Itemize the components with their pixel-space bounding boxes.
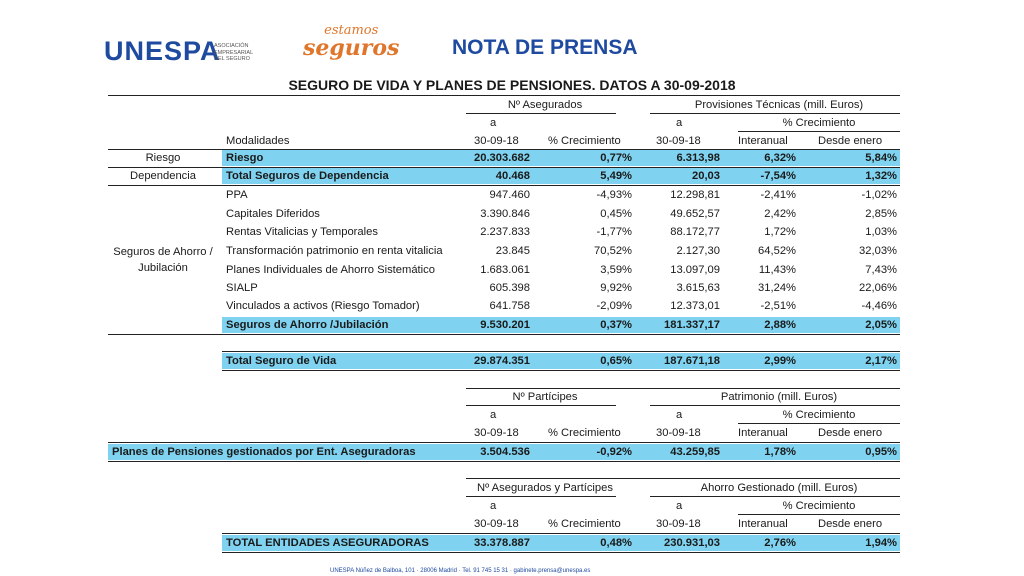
cell-desde-enero: 1,32% (865, 170, 897, 182)
cell-count: 3.504.536 (480, 446, 530, 458)
cell-interanual: 64,52% (758, 245, 796, 257)
row-label: Capitales Diferidos (226, 208, 320, 220)
cell-count: 9.530.201 (480, 319, 530, 331)
header-crecimiento: % Crecimiento (548, 427, 621, 439)
table-rule (108, 442, 900, 443)
table-rule (466, 496, 616, 497)
header-interanual: Interanual (738, 518, 788, 530)
table-rule (108, 185, 900, 186)
row-label: Transformación patrimonio en renta vitalicia (226, 245, 443, 257)
table-rule (108, 334, 900, 335)
cell-desde-enero: 32,03% (859, 245, 897, 257)
estamos-seguros-logo (303, 24, 399, 59)
cell-growth: -0,92% (596, 446, 632, 458)
header-asegurados-participes: Nº Asegurados y Partícipes (477, 482, 613, 494)
table-rule (108, 461, 900, 462)
header-crecimiento: % Crecimiento (782, 117, 856, 129)
row-label: Riesgo (226, 152, 264, 164)
cell-amount: 88.172,77 (670, 226, 720, 238)
cell-amount: 13.097,09 (670, 264, 720, 276)
cell-count: 2.237.833 (480, 226, 530, 238)
cell-amount: 20,03 (692, 170, 720, 182)
footer-contact: UNESPA Núñez de Balboa, 101 · 28006 Madrid · Tel. 91 745 15 31 · gabinete.prensa@unespa.es (330, 568, 591, 574)
header-crecimiento: % Crecimiento (548, 518, 621, 530)
row-label: SIALP (226, 282, 258, 294)
cell-growth: -2,09% (596, 300, 632, 312)
table-rule (466, 113, 616, 114)
header-crecimiento: % Crecimiento (548, 135, 621, 147)
table-rule (650, 113, 900, 114)
cell-count: 33.378.887 (474, 537, 530, 549)
cell-desde-enero: -4,46% (861, 300, 897, 312)
header-desde-enero: Desde enero (818, 427, 883, 439)
row-label: TOTAL ENTIDADES ASEGURADORAS (226, 537, 429, 549)
cell-desde-enero: 2,17% (865, 355, 897, 367)
category-dependencia: Dependencia (130, 170, 196, 182)
row-label: Seguros de Ahorro /Jubilación (226, 319, 389, 331)
press-release-heading: NOTA DE PRENSA (452, 36, 638, 59)
cell-growth: 0,77% (600, 152, 632, 164)
cell-interanual: 11,43% (758, 264, 796, 276)
header-provisiones: Provisiones Técnicas (mill. Euros) (694, 99, 864, 111)
header-patrimonio: Patrimonio (mill. Euros) (720, 391, 838, 403)
category-ahorro: Seguros de Ahorro / (113, 246, 213, 258)
header-participes: Nº Partícipes (512, 391, 578, 403)
table-rule (738, 423, 900, 424)
cell-growth: 0,48% (600, 537, 632, 549)
cell-interanual: 6,32% (764, 152, 796, 164)
cell-amount: 230.931,03 (664, 537, 720, 549)
unespa-logo: UNESPA (104, 36, 221, 66)
cell-interanual: -2,51% (760, 300, 796, 312)
header-date: 30-09-18 (474, 518, 519, 530)
cell-interanual: 2,99% (764, 355, 796, 367)
table-rule (650, 496, 900, 497)
header-a: a (676, 500, 683, 512)
cell-count: 23.845 (495, 245, 530, 257)
cell-desde-enero: 5,84% (865, 152, 897, 164)
cell-interanual: 1,72% (764, 226, 796, 238)
cell-desde-enero: 0,95% (865, 446, 897, 458)
header-modalidades: Modalidades (226, 135, 290, 147)
header-a: a (490, 500, 497, 512)
unespa-logo-subtitle: ASOCIACIÓN EMPRESARIAL DEL SEGURO (214, 43, 253, 62)
header-date: 30-09-18 (656, 427, 701, 439)
cell-desde-enero: 1,03% (865, 226, 897, 238)
table-rule (466, 478, 900, 479)
cell-amount: 187.671,18 (664, 355, 720, 367)
table-rule (222, 370, 900, 371)
header-interanual: Interanual (738, 135, 788, 147)
cell-interanual: 31,24% (758, 282, 796, 294)
table-rule (222, 351, 900, 352)
header-a: a (676, 117, 683, 129)
header-asegurados: Nº Asegurados (507, 99, 583, 111)
category-riesgo: Riesgo (145, 152, 181, 164)
cell-interanual: 2,76% (764, 537, 796, 549)
header-ahorro-gestionado: Ahorro Gestionado (mill. Euros) (700, 482, 858, 494)
cell-growth: 5,49% (600, 170, 632, 182)
table-rule (222, 552, 900, 553)
header-date: 30-09-18 (656, 135, 701, 147)
cell-count: 1.683.061 (480, 264, 530, 276)
cell-count: 3.390.846 (480, 208, 530, 220)
cell-desde-enero: 7,43% (865, 264, 897, 276)
cell-count: 641.758 (489, 300, 530, 312)
cell-desde-enero: -1,02% (861, 189, 897, 201)
cell-desde-enero: 2,85% (865, 208, 897, 220)
table-rule (466, 388, 900, 389)
header-a: a (676, 409, 683, 421)
cell-growth: 70,52% (594, 245, 632, 257)
seguros-line: seguros (303, 35, 400, 61)
cell-growth: 0,45% (600, 208, 632, 220)
table-rule (738, 514, 900, 515)
cell-growth: -1,77% (596, 226, 632, 238)
table-rule (738, 131, 900, 132)
header-date: 30-09-18 (474, 427, 519, 439)
cell-count: 20.303.682 (474, 152, 530, 164)
cell-amount: 181.337,17 (664, 319, 720, 331)
table-rule (650, 405, 900, 406)
cell-interanual: 2,88% (764, 319, 796, 331)
cell-growth: 9,92% (600, 282, 632, 294)
page-title: SEGURO DE VIDA Y PLANES DE PENSIONES. DATOS A 30-09-2018 (288, 77, 736, 93)
cell-count: 29.874.351 (474, 355, 530, 367)
header-crecimiento: % Crecimiento (782, 500, 856, 512)
cell-amount: 12.298,81 (670, 189, 720, 201)
table-rule (222, 533, 900, 534)
row-label: PPA (226, 189, 248, 201)
cell-desde-enero: 22,06% (859, 282, 897, 294)
cell-amount: 2.127,30 (676, 245, 720, 257)
cell-count: 40.468 (495, 170, 530, 182)
header-desde-enero: Desde enero (818, 518, 883, 530)
cell-count: 947.460 (489, 189, 530, 201)
row-label: Planes de Pensiones gestionados por Ent. Aseguradoras (112, 446, 416, 458)
table-rule (108, 95, 900, 96)
estamos-line: estamos (324, 23, 379, 38)
cell-amount: 6.313,98 (676, 152, 720, 164)
cell-amount: 49.652,57 (670, 208, 720, 220)
cell-desde-enero: 2,05% (865, 319, 897, 331)
cell-interanual: 1,78% (764, 446, 796, 458)
cell-amount: 12.373,01 (670, 300, 720, 312)
row-label: Total Seguro de Vida (226, 355, 337, 367)
row-label: Total Seguros de Dependencia (226, 170, 389, 182)
cell-interanual: 2,42% (764, 208, 796, 220)
table-rule (108, 149, 900, 150)
cell-growth: 0,37% (600, 319, 632, 331)
header-date: 30-09-18 (474, 135, 519, 147)
cell-amount: 43.259,85 (670, 446, 720, 458)
header-crecimiento: % Crecimiento (782, 409, 856, 421)
table-rule (108, 167, 900, 168)
header-a: a (490, 117, 497, 129)
row-label: Planes Individuales de Ahorro Sistemático (226, 264, 435, 276)
row-label: Rentas Vitalicias y Temporales (226, 226, 378, 238)
cell-interanual: -2,41% (760, 189, 796, 201)
header-date: 30-09-18 (656, 518, 701, 530)
cell-growth: 0,65% (600, 355, 632, 367)
header-desde-enero: Desde enero (818, 135, 883, 147)
category-ahorro: Jubilación (138, 262, 188, 274)
cell-desde-enero: 1,94% (865, 537, 897, 549)
header-interanual: Interanual (738, 427, 788, 439)
cell-growth: -4,93% (596, 189, 632, 201)
table-rule (466, 405, 616, 406)
row-label: Vinculados a activos (Riesgo Tomador) (226, 300, 420, 312)
header-a: a (490, 409, 497, 421)
cell-growth: 3,59% (600, 264, 632, 276)
cell-count: 605.398 (489, 282, 530, 294)
cell-amount: 3.615,63 (676, 282, 720, 294)
cell-interanual: -7,54% (760, 170, 796, 182)
